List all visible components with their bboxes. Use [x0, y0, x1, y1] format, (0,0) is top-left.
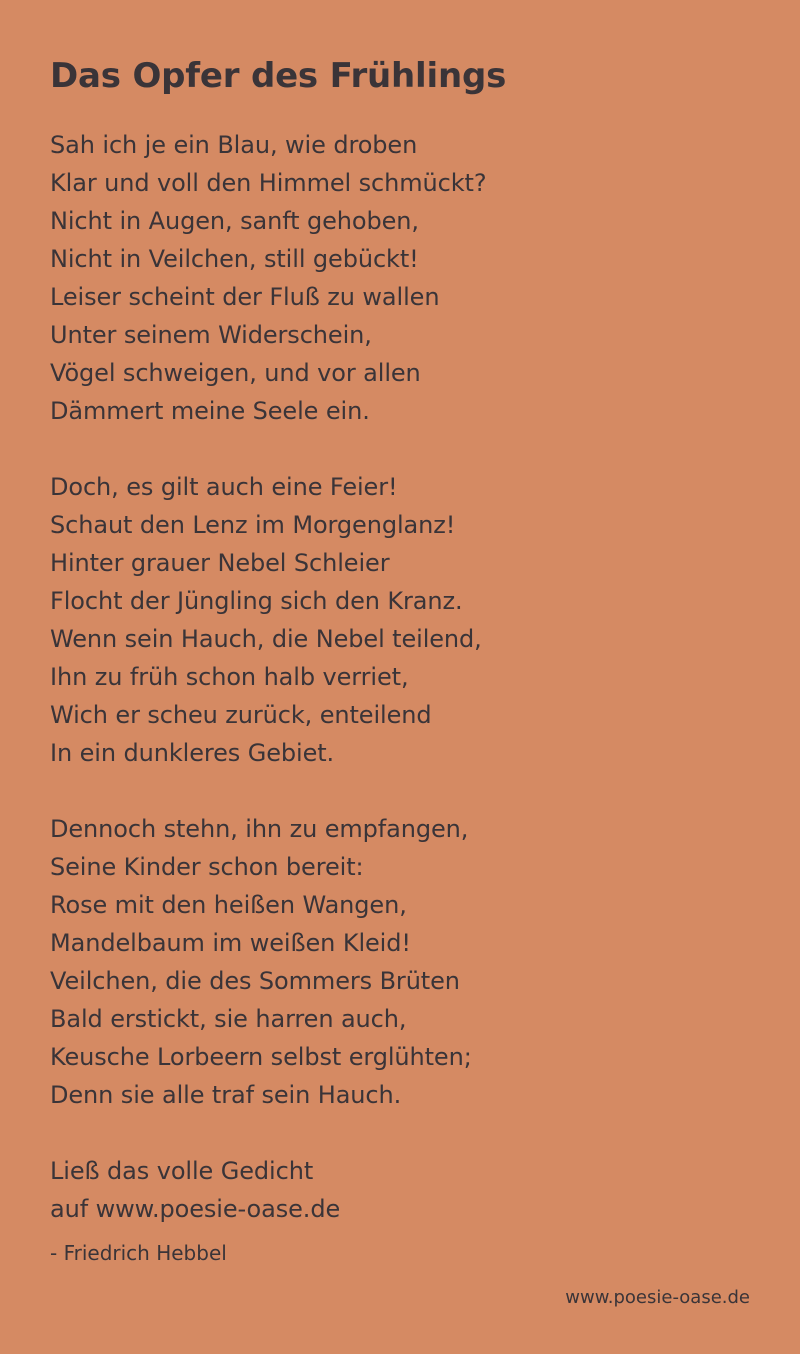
- poem-line: In ein dunkleres Gebiet.: [50, 739, 335, 767]
- poem-line: Nicht in Augen, sanft gehoben,: [50, 207, 419, 235]
- poem-line: Doch, es gilt auch eine Feier!: [50, 473, 398, 501]
- poem-line: Dennoch stehn, ihn zu empfangen,: [50, 815, 469, 843]
- poem-line: Nicht in Veilchen, still gebückt!: [50, 245, 419, 273]
- poem-line: Dämmert meine Seele ein.: [50, 397, 370, 425]
- poem-line: Schaut den Lenz im Morgenglanz!: [50, 511, 456, 539]
- poem-line: Keusche Lorbeern selbst erglühten;: [50, 1043, 472, 1071]
- poem-line: Flocht der Jüngling sich den Kranz.: [50, 587, 463, 615]
- source-url: www.poesie-oase.de: [565, 1287, 750, 1308]
- poem-line: Vögel schweigen, und vor allen: [50, 359, 421, 387]
- poem-line: Unter seinem Widerschein,: [50, 321, 372, 349]
- stanza-2: [50, 468, 770, 772]
- poem-line: Hinter grauer Nebel Schleier: [50, 549, 390, 577]
- poem-line: Sah ich je ein Blau, wie droben: [50, 131, 418, 159]
- poem-line: Mandelbaum im weißen Kleid!: [50, 929, 411, 957]
- poem-author: - Friedrich Hebbel: [50, 1241, 227, 1265]
- poem-line: Klar und voll den Himmel schmückt?: [50, 169, 487, 197]
- stanza-1: [50, 126, 770, 430]
- poem-line: auf www.poesie-oase.de: [50, 1195, 341, 1223]
- poem-line: Denn sie alle traf sein Hauch.: [50, 1081, 402, 1109]
- poem-title: Das Opfer des Frühlings: [50, 56, 507, 96]
- poem-line: Veilchen, die des Sommers Brüten: [50, 967, 460, 995]
- poem-line: Rose mit den heißen Wangen,: [50, 891, 407, 919]
- poem-line: Ließ das volle Gedicht: [50, 1157, 314, 1185]
- poem-line: Wich er scheu zurück, enteilend: [50, 701, 432, 729]
- stanza-4: [50, 1152, 770, 1228]
- stanza-3: [50, 810, 770, 1114]
- poem-line: Wenn sein Hauch, die Nebel teilend,: [50, 625, 482, 653]
- poem-line: Bald erstickt, sie harren auch,: [50, 1005, 407, 1033]
- poem-line: Seine Kinder schon bereit:: [50, 853, 364, 881]
- poem-body: [50, 126, 770, 1266]
- poem-line: Leiser scheint der Fluß zu wallen: [50, 283, 440, 311]
- poem-line: Ihn zu früh schon halb verriet,: [50, 663, 409, 691]
